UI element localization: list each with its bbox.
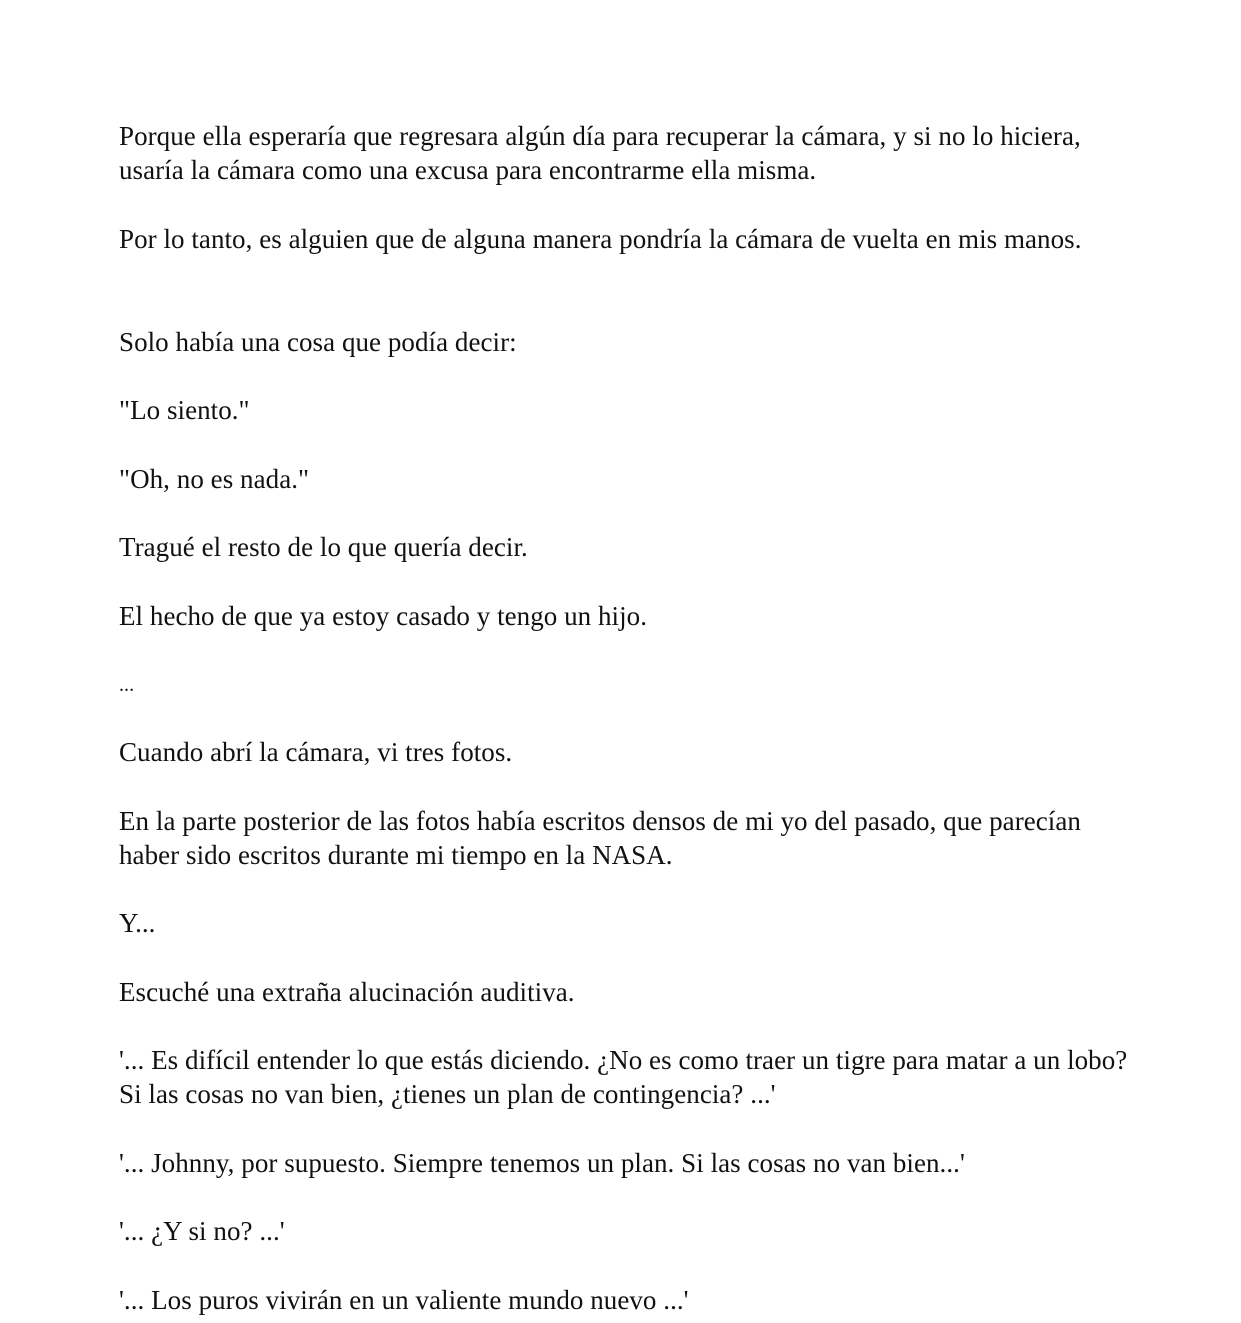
paragraph-casado xyxy=(119,599,1129,633)
paragraph-camera-return xyxy=(119,119,1129,187)
paragraph-text: Y... xyxy=(119,908,156,938)
paragraph-alucinacion xyxy=(119,975,1129,1009)
paragraph-tigre xyxy=(119,1043,1129,1111)
paragraph-one-thing xyxy=(119,325,1129,359)
paragraph-text: Por lo tanto, es alguien que de alguna manera pondría la cámara de vuelta en mis manos. xyxy=(119,224,1082,254)
paragraph-text: '... Johnny, por supuesto. Siempre tenemos un plan. Si las cosas no van bien...' xyxy=(119,1148,965,1178)
paragraph-johnny xyxy=(119,1146,1129,1180)
paragraph-hands xyxy=(119,222,1129,256)
paragraph-text: Solo había una cosa que podía decir: xyxy=(119,327,517,357)
paragraph-no-es-nada xyxy=(119,462,1129,496)
paragraph-y xyxy=(119,906,1129,940)
paragraph-ellipsis xyxy=(119,668,1129,702)
paragraph-y-si-no xyxy=(119,1214,1129,1248)
paragraph-text: El hecho de que ya estoy casado y tengo un hijo. xyxy=(119,601,648,631)
paragraph-text: Escuché una extraña alucinación auditiva. xyxy=(119,977,575,1007)
paragraph-mundo-nuevo xyxy=(119,1283,1129,1317)
paragraph-text: '... Es difícil entender lo que estás diciendo. ¿No es como traer un tigre para matar a un lobo? Si las cosas no van bien, ¿tienes un plan de contingencia? ...' xyxy=(119,1045,1128,1109)
paragraph-text: ... xyxy=(119,674,135,696)
paragraph-text: "Oh, no es nada." xyxy=(119,464,310,494)
paragraph-tres-fotos xyxy=(119,735,1129,769)
paragraph-escritos-nasa xyxy=(119,804,1129,872)
paragraph-text: Cuando abrí la cámara, vi tres fotos. xyxy=(119,737,513,767)
paragraph-trague xyxy=(119,530,1129,564)
paragraph-text: Tragué el resto de lo que quería decir. xyxy=(119,532,528,562)
paragraph-lo-siento xyxy=(119,393,1129,427)
paragraph-text: '... Los puros vivirán en un valiente mundo nuevo ...' xyxy=(119,1285,689,1315)
paragraph-text: "Lo siento." xyxy=(119,395,250,425)
paragraph-text: Porque ella esperaría que regresara algún día para recuperar la cámara, y si no lo hiciera, usaría la cámara como una excusa para encontrarme ella misma. xyxy=(119,121,1081,185)
paragraph-text: '... ¿Y si no? ...' xyxy=(119,1216,285,1246)
paragraph-text: En la parte posterior de las fotos había escritos densos de mi yo del pasado, que parecían haber sido escritos durante mi tiempo en la NASA. xyxy=(119,806,1081,870)
